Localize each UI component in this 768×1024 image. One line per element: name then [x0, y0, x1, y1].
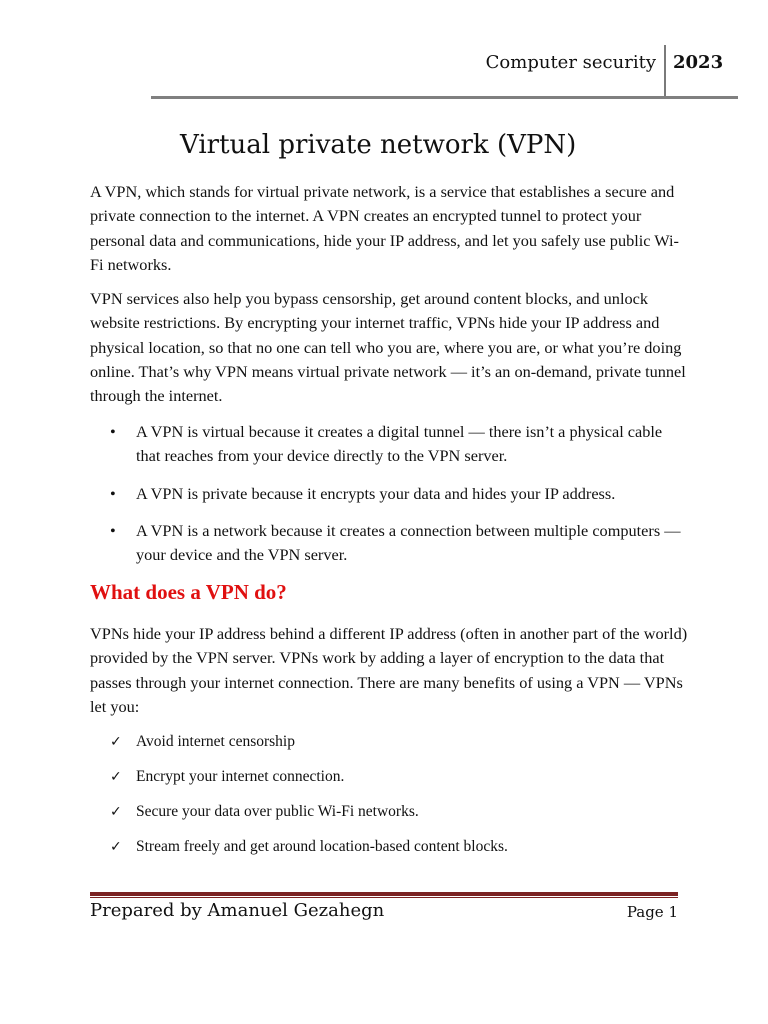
list-item — [90, 765, 690, 789]
section-heading: What does a VPN do? — [90, 580, 287, 604]
list-item — [90, 482, 690, 506]
header-subject: Computer security — [485, 52, 656, 73]
checkmark-icon: ✓ — [110, 804, 122, 820]
page-title: Virtual private network (VPN) — [180, 130, 577, 160]
list-item-text: A VPN is virtual because it creates a digital tunnel — there isn’t a physical cable that reaches from your device directly to the VPN server. — [136, 422, 663, 466]
list-item — [90, 730, 690, 754]
list-item — [90, 835, 690, 859]
footer-rule — [90, 892, 678, 896]
bullet-icon: • — [110, 422, 116, 441]
section-paragraph: VPNs hide your IP address behind a different IP address (often in another part of the world) provided by the VPN server. VPNs work by adding a layer of encryption to the data that passes through your internet connection. There are many benefits of using a VPN — VPNs let you: — [90, 624, 688, 716]
list-item-text: A VPN is private because it encrypts your data and hides your IP address. — [136, 483, 616, 503]
bullet-icon: • — [110, 520, 116, 540]
list-item-text: A VPN is a network because it creates a connection between multiple computers — your device and the VPN server. — [136, 520, 681, 565]
list-item — [90, 800, 690, 824]
footer-author: Prepared by Amanuel Gezahegn — [90, 900, 385, 921]
list-item-text: Secure your data over public Wi-Fi networks. — [136, 803, 419, 820]
intro-paragraph: A VPN, which stands for virtual private network, is a service that establishes a secure and private connection to the internet. A VPN creates an encrypted tunnel to protect your personal data and communications, hide your IP address, and let you safely use public Wi-Fi networks. — [90, 182, 679, 274]
benefits-list — [90, 730, 690, 870]
checkmark-icon: ✓ — [110, 734, 122, 750]
vpn-definition-list — [90, 420, 690, 580]
footer-rule-thin — [90, 897, 678, 898]
checkmark-icon: ✓ — [110, 769, 122, 785]
list-item — [90, 420, 690, 469]
header-separator — [664, 45, 666, 97]
list-item-text: Stream freely and get around location-based content blocks. — [136, 838, 508, 855]
header-year: 2023 — [673, 52, 724, 73]
list-item-text: Avoid internet censorship — [136, 733, 295, 750]
page-number: Page 1 — [626, 903, 678, 921]
checkmark-icon: ✓ — [110, 839, 122, 855]
bullet-icon: • — [110, 483, 116, 503]
list-item-text: Encrypt your internet connection. — [136, 768, 345, 785]
list-item — [90, 519, 690, 568]
services-paragraph: VPN services also help you bypass censorship, get around content blocks, and unlock website restrictions. By encrypting your internet traffic, VPNs hide your IP address and physical location, so that no one can tell who you are, where you are, or what you’re doing online. That’s why VPN means virtual private network — it’s an on-demand, private tunnel through the internet. — [90, 289, 686, 406]
header-rule — [151, 96, 738, 99]
